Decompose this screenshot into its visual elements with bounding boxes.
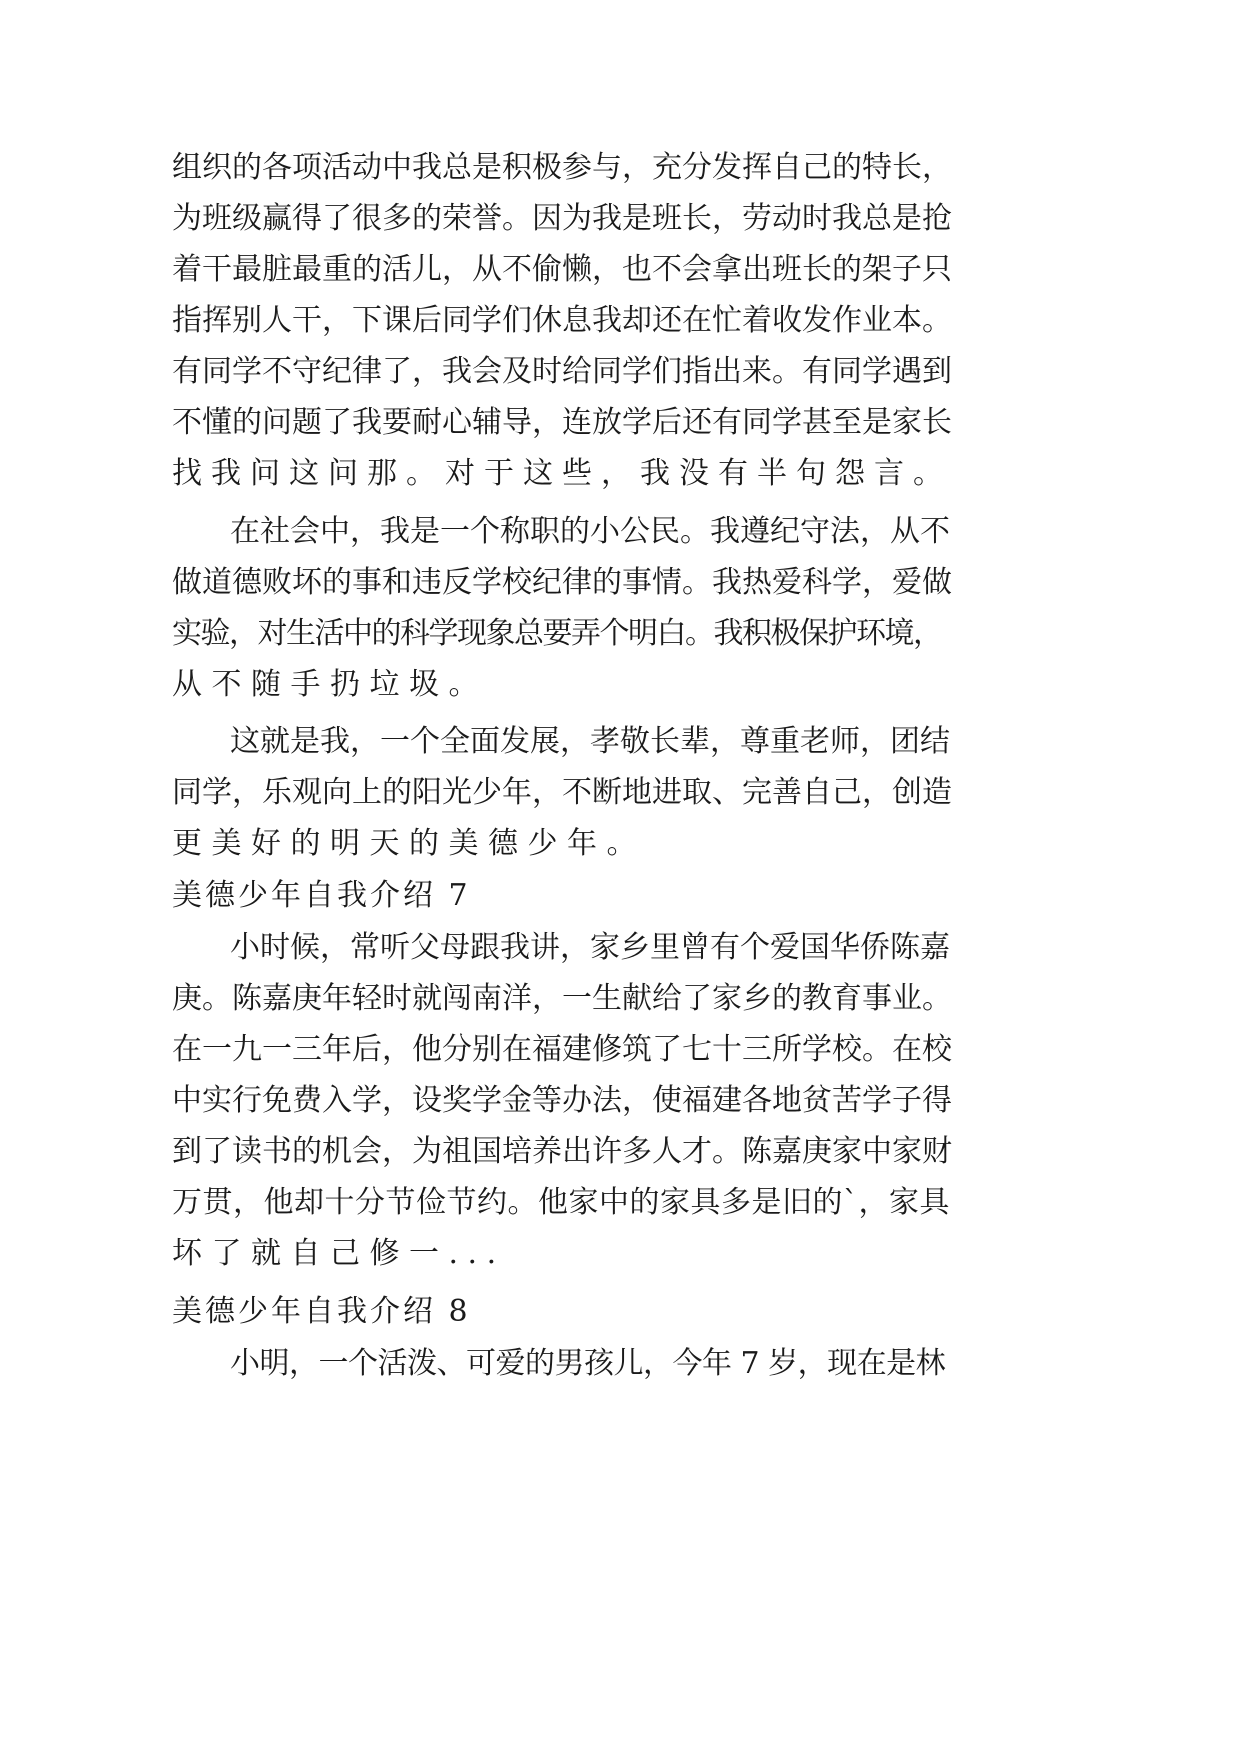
- text-line: 庚。陈嘉庚年轻时就闯南洋，一生献给了家乡的教育事业。: [172, 981, 952, 1016]
- text-line: 这就是我，一个全面发展，孝敬长辈，尊重老师，团结: [230, 724, 950, 759]
- text-line: 做道德败坏的事和违反学校纪律的事情。我热爱科学，爱做: [172, 565, 952, 600]
- text-line: 同学，乐观向上的阳光少年，不断地进取、完善自己，创造: [172, 775, 952, 810]
- text-line: 中实行免费入学，设奖学金等办法，使福建各地贫苦学子得: [172, 1083, 952, 1118]
- text-line: 小明，一个活泼、可爱的男孩儿，今年 7 岁，现在是林: [230, 1346, 946, 1381]
- text-line: 更美好的明天的美德少年。: [172, 826, 646, 861]
- text-line: 有同学不守纪律了，我会及时给同学们指出来。有同学遇到: [172, 354, 952, 389]
- text-line: 找我问这问那。对于这些，我没有半句怨言。: [172, 456, 952, 491]
- text-line: 在一九一三年后，他分别在福建修筑了七十三所学校。在校: [172, 1032, 952, 1067]
- text-line: 坏了就自己修一...: [172, 1236, 506, 1271]
- text-line: 万贯，他却十分节俭节约。他家中的家具多是旧的`，家具: [172, 1185, 950, 1220]
- text-line: 组织的各项活动中我总是积极参与，充分发挥自己的特长，: [172, 150, 952, 185]
- text-line: 指挥别人干，下课后同学们休息我却还在忙着收发作业本。: [172, 303, 952, 338]
- text-line: 为班级赢得了很多的荣誉。因为我是班长，劳动时我总是抢: [172, 201, 952, 236]
- text-line: 着干最脏最重的活儿，从不偷懒，也不会拿出班长的架子只: [172, 252, 952, 287]
- section-heading: 美德少年自我介绍 8: [172, 1294, 471, 1329]
- text-line: 小时候，常听父母跟我讲，家乡里曾有个爱国华侨陈嘉: [230, 930, 950, 965]
- text-line: 不懂的问题了我要耐心辅导，连放学后还有同学甚至是家长: [172, 405, 952, 440]
- section-heading: 美德少年自我介绍 7: [172, 878, 471, 913]
- text-line: 到了读书的机会，为祖国培养出许多人才。陈嘉庚家中家财: [172, 1134, 952, 1169]
- text-line: 实验，对生活中的科学现象总要弄个明白。我积极保护环境，: [172, 616, 942, 651]
- text-line: 从不随手扔垃圾。: [172, 667, 488, 702]
- text-line: 在社会中，我是一个称职的小公民。我遵纪守法，从不: [230, 514, 950, 549]
